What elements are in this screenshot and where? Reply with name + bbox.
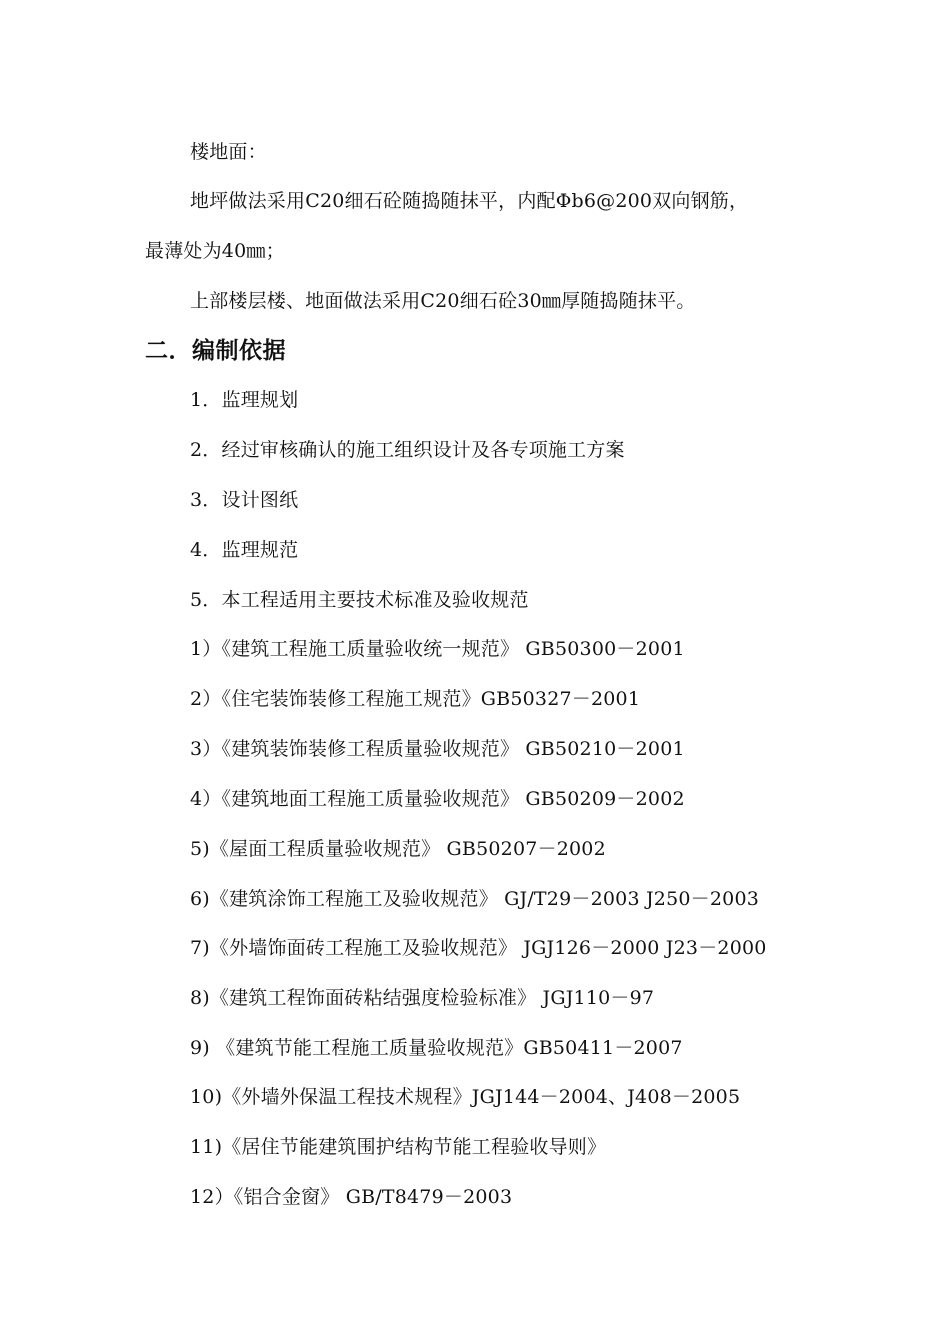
standard-item: 12）《铝合金窗》 GB/T8479－2003 <box>190 1186 513 1208</box>
floor-section-title: 楼地面： <box>190 141 267 163</box>
basis-item: 1．监理规划 <box>190 389 299 411</box>
standard-item: 3）《建筑装饰装修工程质量验收规范》 GB50210－2001 <box>190 738 685 760</box>
standard-item: 6)《建筑涂饰工程施工及验收规范》 GJ/T29－2003 J250－2003 <box>190 888 760 910</box>
basis-item: 3．设计图纸 <box>190 489 299 511</box>
standard-item: 1）《建筑工程施工质量验收统一规范》 GB50300－2001 <box>190 638 685 660</box>
section-heading: 二．编制依据 <box>145 338 286 364</box>
standard-item: 9) 《建筑节能工程施工质量验收规范》GB50411－2007 <box>190 1037 683 1059</box>
standard-item: 5)《屋面工程质量验收规范》 GB50207－2002 <box>190 838 606 860</box>
standard-item: 10)《外墙外保温工程技术规程》JGJ144－2004、J408－2005 <box>190 1086 741 1108</box>
floor-paragraph-line-2: 最薄处为40㎜； <box>145 240 285 262</box>
standard-item: 4）《建筑地面工程施工质量验收规范》 GB50209－2002 <box>190 788 685 810</box>
floor-paragraph-line-1: 地坪做法采用C20细石砼随捣随抹平，内配Φb6@200双向钢筋， <box>190 190 749 212</box>
basis-item: 4．监理规范 <box>190 539 299 561</box>
standard-item: 7)《外墙饰面砖工程施工及验收规范》 JGJ126－2000 J23－2000 <box>190 937 767 959</box>
basis-item: 5．本工程适用主要技术标准及验收规范 <box>190 589 529 611</box>
standard-item: 11)《居住节能建筑围护结构节能工程验收导则》 <box>190 1136 607 1158</box>
floor-paragraph-upper: 上部楼层楼、地面做法采用C20细石砼30㎜厚随捣随抹平。 <box>190 290 696 312</box>
standard-item: 2）《住宅装饰装修工程施工规范》GB50327－2001 <box>190 688 641 710</box>
basis-item: 2．经过审核确认的施工组织设计及各专项施工方案 <box>190 439 625 461</box>
standard-item: 8)《建筑工程饰面砖粘结强度检验标准》 JGJ110－97 <box>190 987 655 1009</box>
